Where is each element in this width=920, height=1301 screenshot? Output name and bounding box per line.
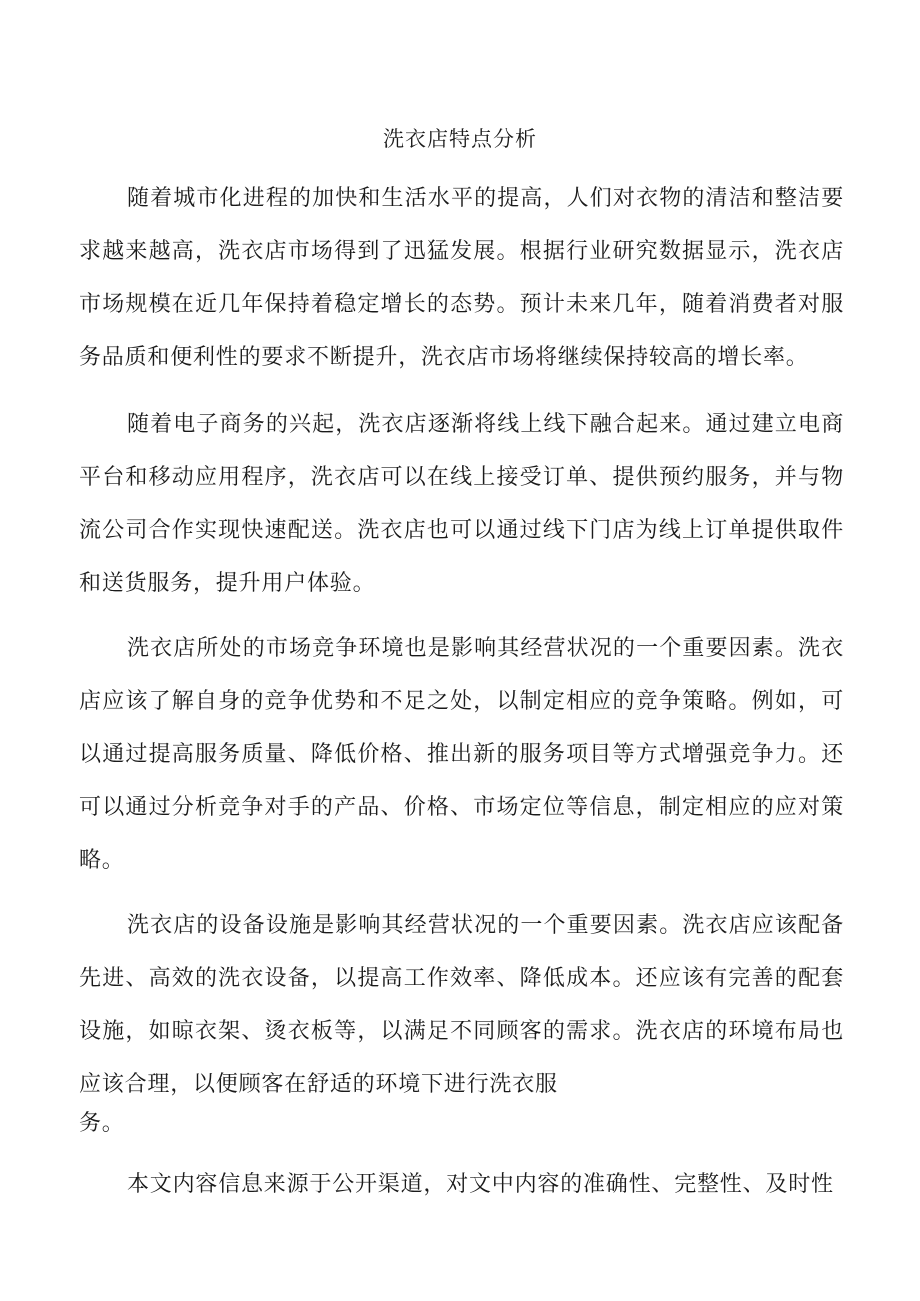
paragraph-disclaimer: 本文内容信息来源于公开渠道，对文中内容的准确性、完整性、及时性 <box>127 1172 834 1197</box>
document-title: 洗衣店特点分析 <box>383 127 537 151</box>
paragraph-equipment: 洗衣店的设备设施是影响其经营状况的一个重要因素。洗衣店应该配备先进、高效的洗衣设备，以提高工作效率、降低成本。还应该有完善的配套设施，如晾衣架、烫衣板等，以满足不同顾客的需求。洗衣店的环境布局也应该合理，以便顾客在舒适的环境下进行洗衣服 <box>79 913 844 1097</box>
paragraph-competition: 洗衣店所处的市场竞争环境也是影响其经营状况的一个重要因素。洗衣店应该了解自身的竞争优势和不足之处，以制定相应的竞争策略。例如，可以通过提高服务质量、降低价格、推出新的服务项目等方式增强竞争力。还可以通过分析竞争对手的产品、价格、市场定位等信息，制定相应的应对策略。 <box>79 636 844 873</box>
paragraph-market-growth: 随着城市化进程的加快和生活水平的提高，人们对衣物的清洁和整洁要求越来越高，洗衣店市场得到了迅猛发展。根据行业研究数据显示，洗衣店市场规模在近几年保持着稳定增长的态势。预计未来几年，随着消费者对服务品质和便利性的要求不断提升，洗衣店市场将继续保持较高的增长率。 <box>79 186 844 370</box>
paragraph-equipment-tail: 务。 <box>79 1111 125 1136</box>
paragraph-online-offline: 随着电子商务的兴起，洗衣店逐渐将线上线下融合起来。通过建立电商平台和移动应用程序，洗衣店可以在线上接受订单、提供预约服务，并与物流公司合作实现快速配送。洗衣店也可以通过线下门店为线上订单提供取件和送货服务，提升用户体验。 <box>79 412 844 596</box>
